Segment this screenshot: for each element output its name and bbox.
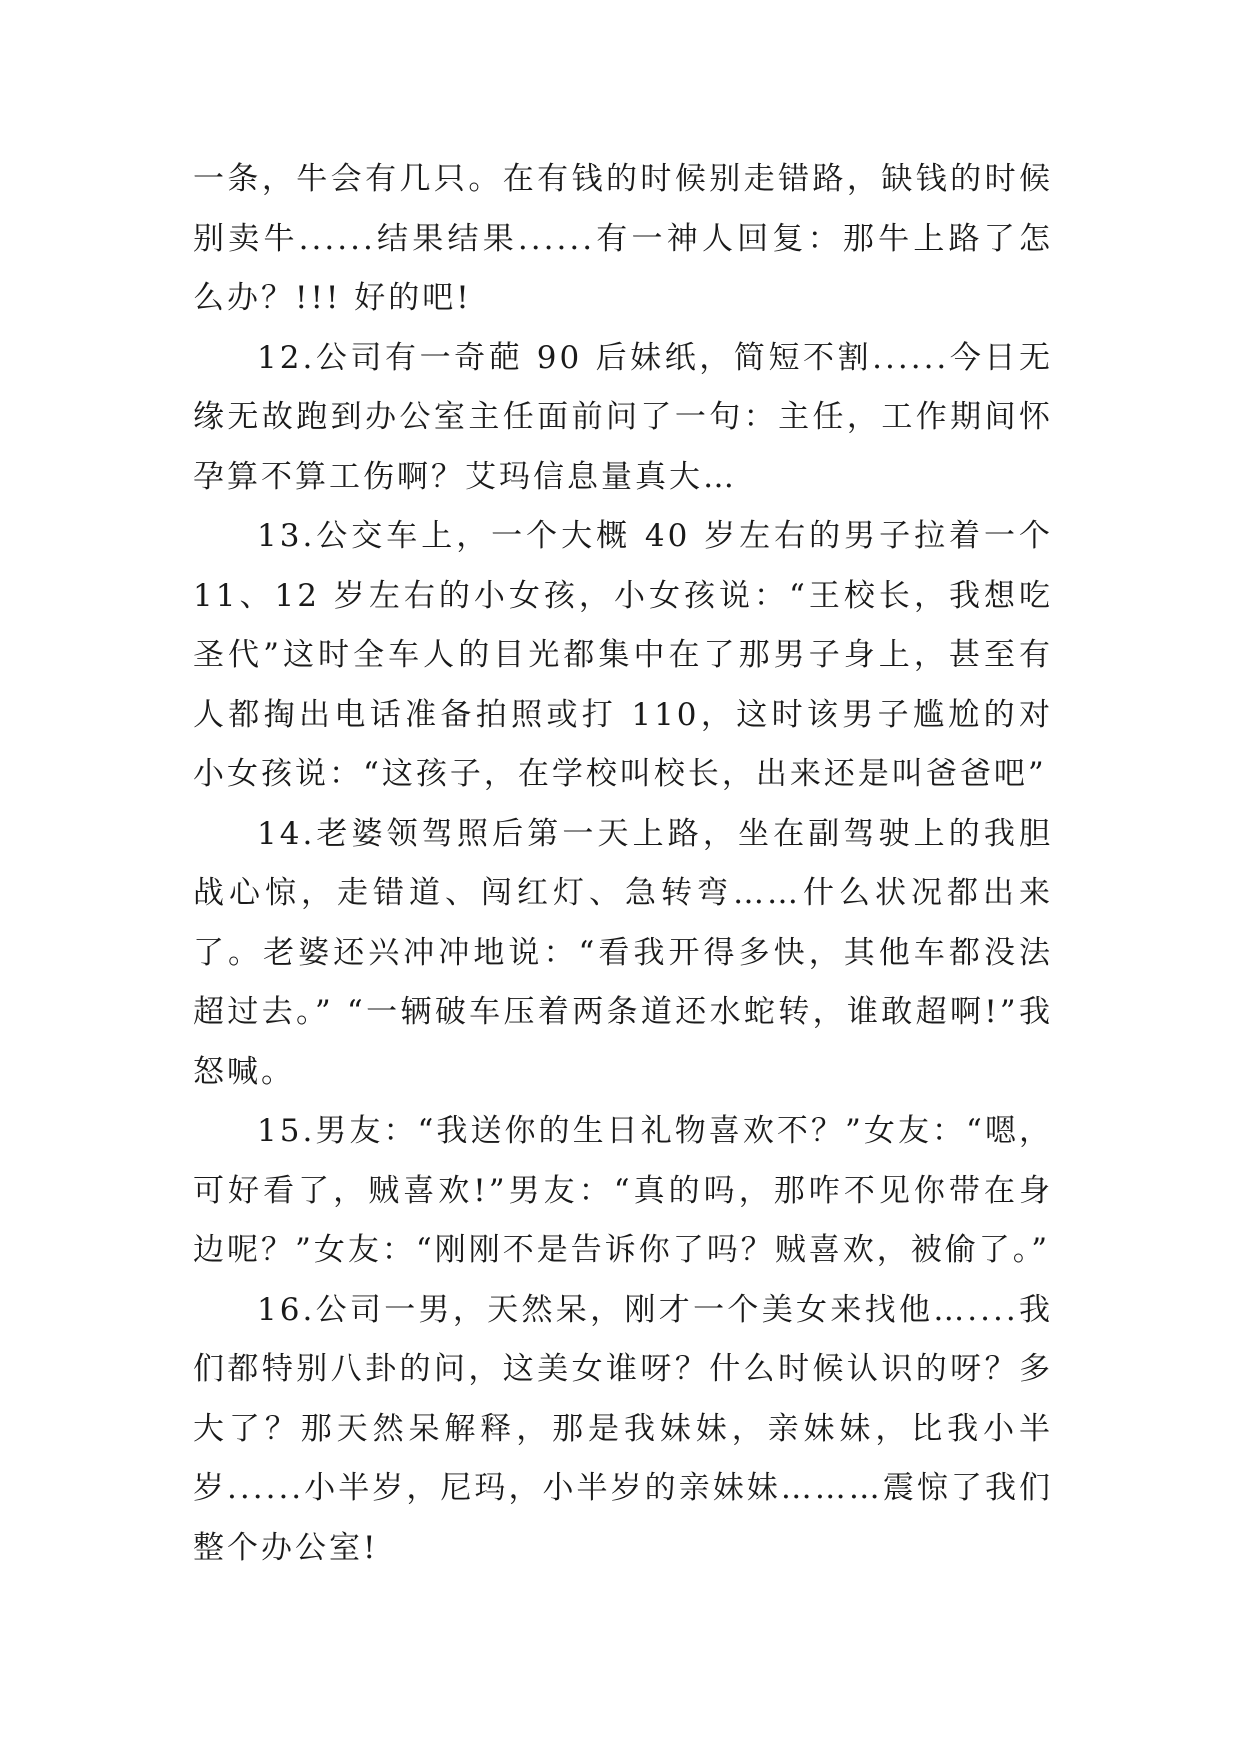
paragraph-continuation: 一条，牛会有几只。在有钱的时候别走错路，缺钱的时候别卖牛......结果结果......有一神人回复：那牛上路了怎么办？!!! 好的吧! <box>193 161 1053 316</box>
document-page <box>193 150 1053 1578</box>
paragraph-item-13: 13.公交车上，一个大概 40 岁左右的男子拉着一个 11、12 岁左右的小女孩，小女孩说：“王校长，我想吃圣代”这时全车人的目光都集中在了那男子身上，甚至有人都掏出电话准备拍照或打 110，这时该男子尴尬的对小女孩说：“这孩子，在学校叫校长，出来还是叫爸爸吧” <box>193 518 1053 792</box>
paragraph-item-14: 14.老婆领驾照后第一天上路，坐在副驾驶上的我胆战心惊，走错道、闯红灯、急转弯……什么状况都出来了。老婆还兴冲冲地说：“看我开得多快，其他车都没法超过去。” “一辆破车压着两条道还水蛇转，谁敢超啊!”我怒喊。 <box>193 815 1053 1090</box>
paragraph-item-12: 12.公司有一奇葩 90 后妹纸，简短不割......今日无缘无故跑到办公室主任面前问了一句：主任，工作期间怀孕算不算工伤啊？艾玛信息量真大… <box>193 339 1053 495</box>
paragraph-item-15: 15.男友：“我送你的生日礼物喜欢不？”女友：“嗯，可好看了，贼喜欢!”男友：“真的吗，那咋不见你带在身边呢？”女友：“刚刚不是告诉你了吗？贼喜欢，被偷了。” <box>193 1113 1053 1268</box>
paragraph-item-16: 16.公司一男，天然呆，刚才一个美女来找他…....我们都特别八卦的问，这美女谁呀？什么时候认识的呀？多大了？那天然呆解释，那是我妹妹，亲妹妹，比我小半岁......小半岁，尼玛，小半岁的亲妹妹………震惊了我们整个办公室! <box>193 1291 1053 1566</box>
